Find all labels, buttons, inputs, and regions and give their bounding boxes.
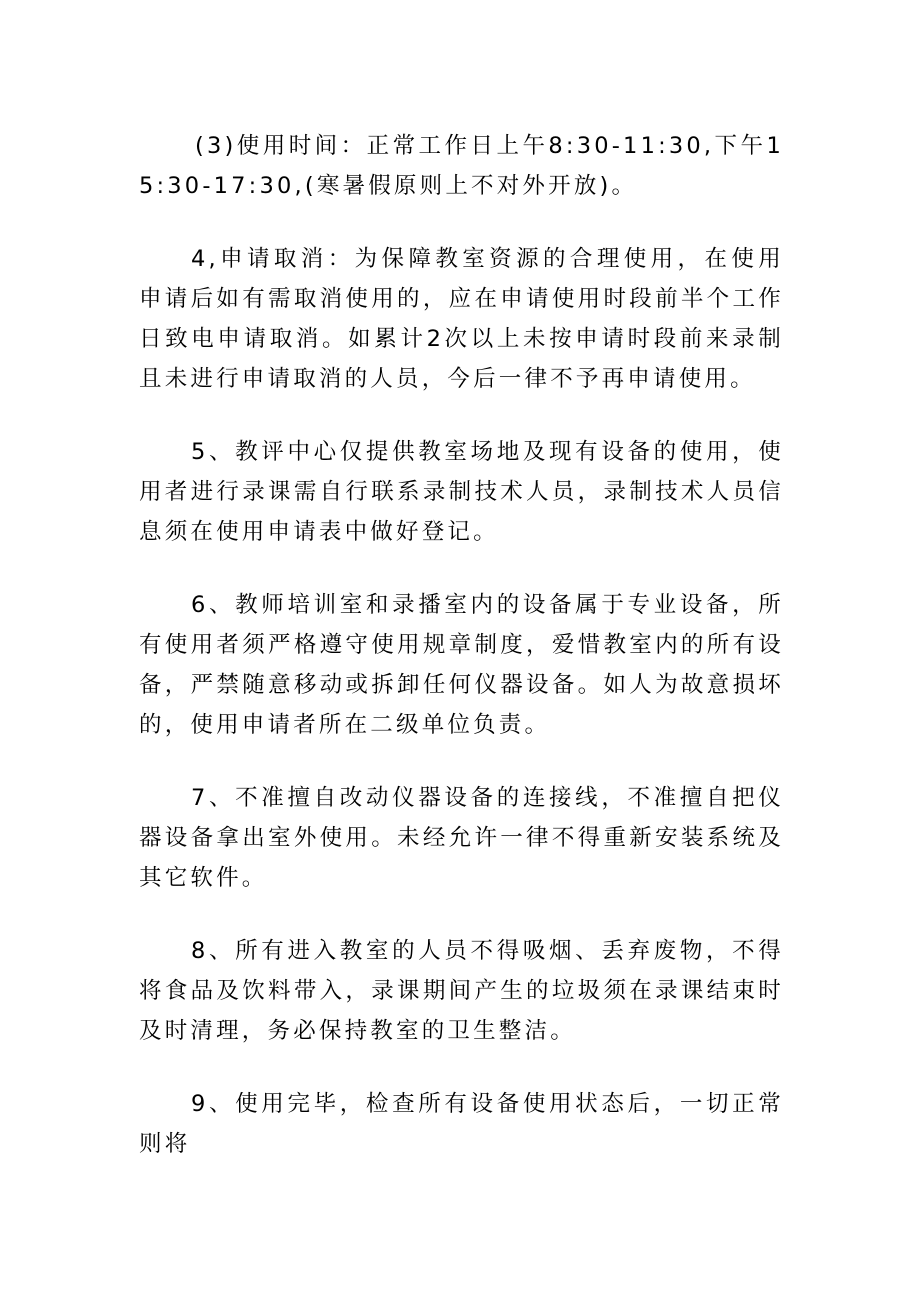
paragraph-hygiene: 8、所有进入教室的人员不得吸烟、丢弃废物，不得将食品及饮料带入，录课期间产生的垃圾须在录课结束时及时清理，务必保持教室的卫生整洁。	[139, 938, 784, 1044]
paragraph-professional-equipment: 6、教师培训室和录播室内的设备属于专业设备，所有使用者须严格遵守使用规章制度，爱惜教室内的所有设备，严禁随意移动或拆卸任何仪器设备。如人为故意损坏的，使用申请者所在二级单位负责。	[139, 592, 784, 738]
document-body	[139, 126, 784, 1197]
paragraph-cancellation: 4,申请取消：为保障教室资源的合理使用，在使用申请后如有需取消使用的，应在申请使用时段前半个工作日致电申请取消。如累计2次以上未按申请时段前来录制且未进行申请取消的人员，今后一律不予再申请使用。	[139, 246, 784, 392]
paragraph-after-use: 9、使用完毕，检查所有设备使用状态后，一切正常则将	[139, 1091, 784, 1157]
paragraph-usage-time: (3)使用时间：正常工作日上午8:30-11:30,下午15:30-17:30,(寒暑假原则上不对外开放)。	[139, 133, 784, 199]
paragraph-venue-equipment: 5、教评中心仅提供教室场地及现有设备的使用，使用者进行录课需自行联系录制技术人员，录制技术人员信息须在使用申请表中做好登记。	[139, 439, 784, 545]
paragraph-connection-rules: 7、不准擅自改动仪器设备的连接线，不准擅自把仪器设备拿出室外使用。未经允许一律不得重新安装系统及其它软件。	[139, 785, 784, 891]
